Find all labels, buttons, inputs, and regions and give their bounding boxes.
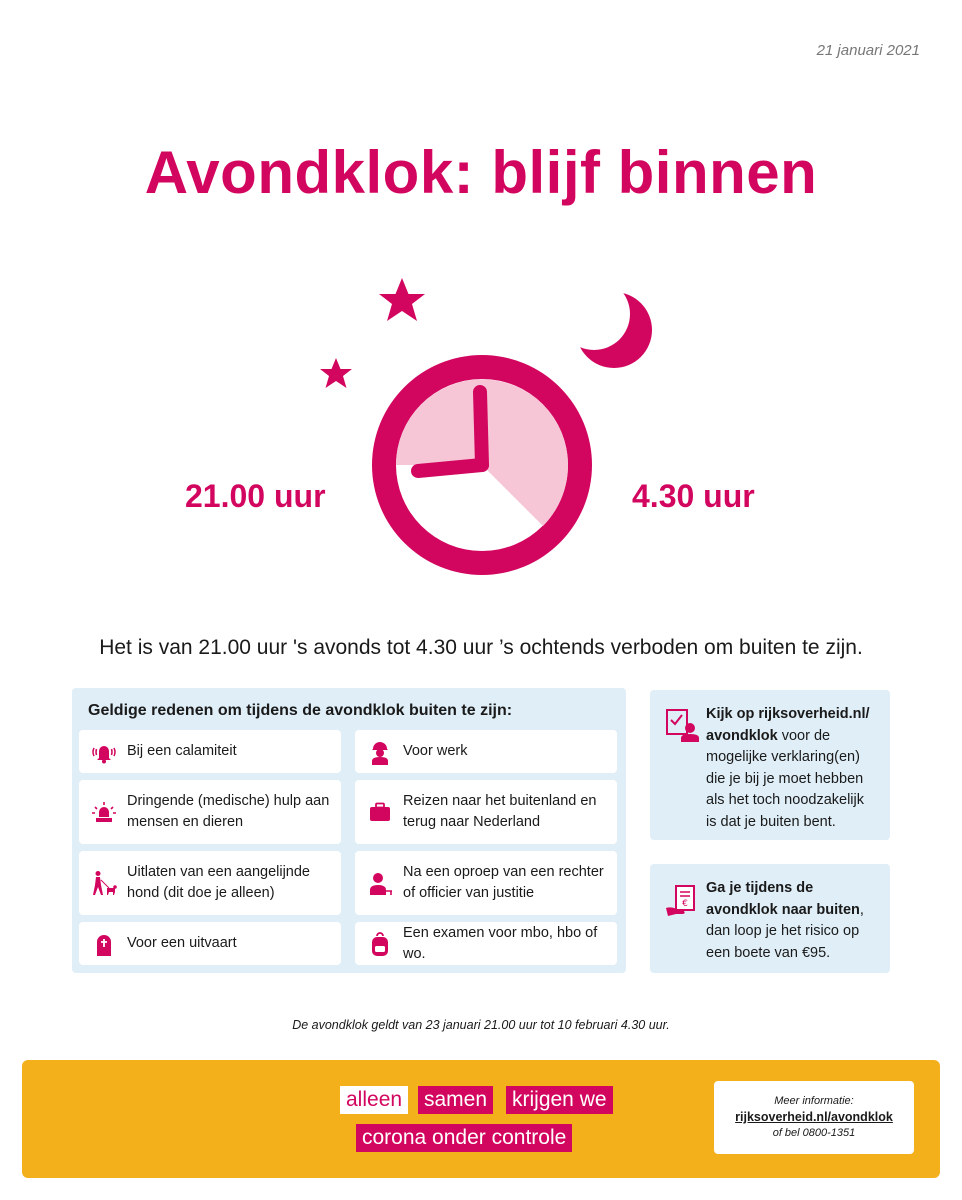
siren-icon	[91, 799, 117, 825]
svg-text:€: €	[682, 899, 688, 909]
slogan-line-2: corona onder controle	[356, 1124, 572, 1152]
campaign-banner	[22, 1060, 940, 1178]
reason-label: Dringende (medische) hulp aan mensen en dieren	[127, 793, 330, 830]
date-label: 21 januari 2021	[816, 42, 920, 59]
fine-ticket-icon	[664, 884, 700, 920]
more-info-link[interactable]: rijksoverheid.nl/avondklok	[735, 1110, 893, 1124]
reason-card-funeral	[79, 922, 341, 965]
slogan-word-krijgen-we: krijgen we	[506, 1086, 613, 1114]
curfew-statement: Het is van 21.00 uur 's avonds tot 4.30 uur ’s ochtends verboden om buiten te zijn.	[99, 636, 863, 659]
clock-face	[372, 355, 592, 575]
reason-label: Reizen naar het buitenland en terug naar Nederland	[403, 793, 597, 830]
fine-info-text: , dan loop je het risico op een boete van €95.	[706, 901, 864, 961]
declaration-info-text: voor de mogelijke verklaring(en) die je bij je moet hebben als het toch noodzakelijk is dat je buiten bent.	[706, 727, 864, 830]
reasons-heading: Geldige redenen om tijdens de avondklok buiten te zijn:	[88, 702, 513, 719]
moon-icon	[558, 278, 652, 368]
reason-label: Een examen voor mbo, hbo of wo.	[403, 924, 598, 962]
more-info-label: Meer informatie:	[774, 1095, 854, 1107]
judge-icon	[367, 870, 393, 896]
declaration-info-bold: Kijk op rijksoverheid.nl/ avondklok	[706, 706, 870, 744]
fine-info-box	[650, 864, 890, 973]
declaration-info-box	[650, 690, 890, 840]
backpack-icon	[367, 931, 393, 957]
reason-card-judge	[355, 851, 617, 915]
declaration-document-icon	[664, 706, 700, 742]
curfew-period-note: De avondklok geldt van 23 januari 21.00 uur tot 10 februari 4.30 uur.	[292, 1018, 670, 1032]
fine-info-bold: Ga je tijdens de avondklok naar buiten	[706, 880, 860, 918]
alarm-bell-icon	[91, 739, 117, 765]
end-time-label: 4.30 uur	[632, 478, 755, 514]
reason-label: Voor werk	[403, 743, 468, 759]
more-info-phone: of bel 0800-1351	[772, 1127, 856, 1139]
star-large-icon	[379, 278, 425, 321]
reason-card-dog	[79, 851, 341, 915]
worker-icon	[367, 739, 393, 765]
reason-card-work	[355, 730, 617, 773]
start-time-label: 21.00 uur	[185, 478, 326, 514]
reason-card-exam	[355, 922, 617, 965]
page-title: Avondklok: blijf binnen	[144, 139, 818, 206]
reason-label: Uitlaten van een aangelijnde hond (dit doe je alleen)	[127, 864, 310, 901]
slogan-word-samen: samen	[418, 1086, 493, 1114]
reason-label: Na een oproep van een rechter of officier van justitie	[403, 864, 604, 901]
dog-walker-icon	[91, 870, 117, 896]
valid-reasons-panel	[72, 688, 626, 973]
slogan-word-alleen: alleen	[340, 1086, 408, 1114]
reason-label: Voor een uitvaart	[127, 935, 237, 951]
reason-card-calamity	[79, 730, 341, 773]
reason-card-travel	[355, 780, 617, 844]
clock-illustration	[300, 270, 680, 600]
reason-label: Bij een calamiteit	[127, 743, 237, 759]
more-info-box	[714, 1081, 914, 1154]
reason-card-medical-help	[79, 780, 341, 844]
suitcase-icon	[367, 799, 393, 825]
star-small-icon	[320, 358, 352, 388]
funeral-icon	[91, 931, 117, 957]
